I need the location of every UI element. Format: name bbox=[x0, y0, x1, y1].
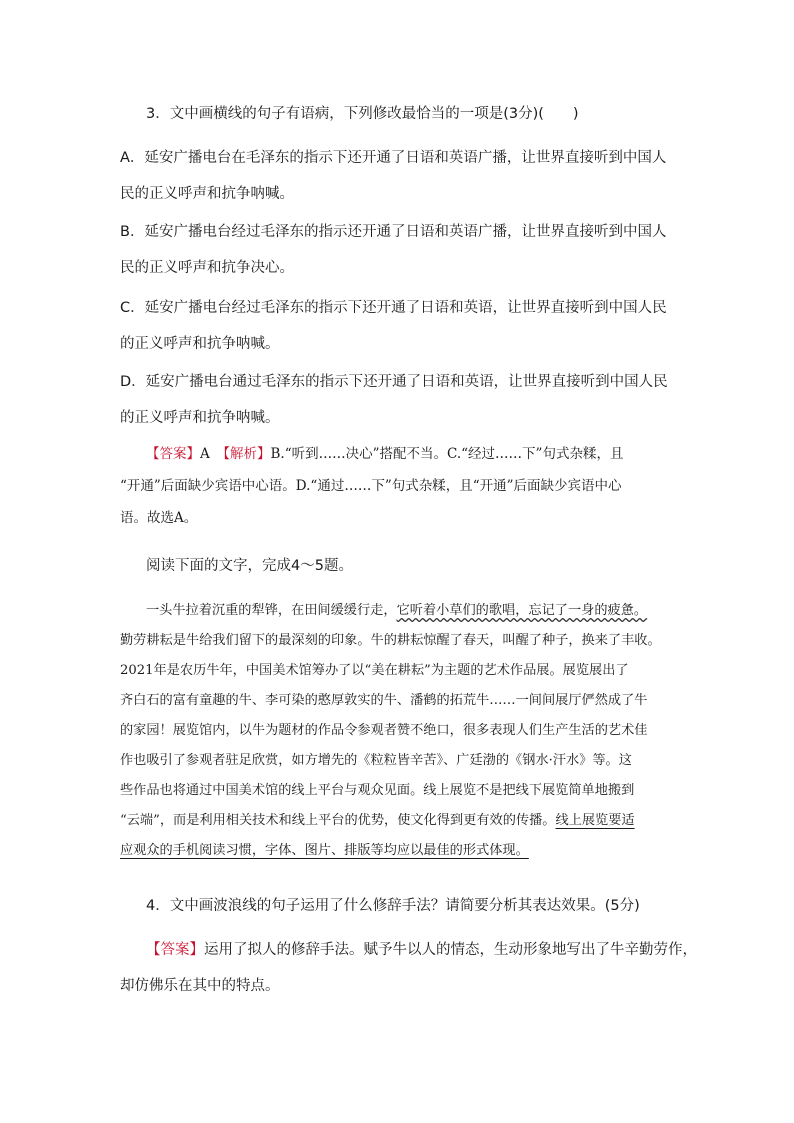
passage-line-9 bbox=[120, 836, 680, 866]
q4-answer-line-1 bbox=[120, 932, 697, 968]
q4-answer-tag: 【答案】 bbox=[146, 942, 204, 958]
option-d-line-1: D．延安广播电台通过毛泽东的指示下还开通了日语和英语，让世界直接听到中国人民 bbox=[120, 374, 668, 390]
option-c-line-1: C．延安广播电台经过毛泽东的指示下还开通了日语和英语，让世界直接听到中国人民 bbox=[120, 300, 667, 316]
passage-line-3: 2021年是农历牛年，中国美术馆筹办了以“美在耕耘”为主题的艺术作品展。展览展出了 bbox=[120, 663, 629, 678]
answer-value: A bbox=[200, 446, 224, 462]
underlined-sentence-part-2: 应观众的手机阅读习惯，字体、图片、排版等均应以最佳的形式体现。 bbox=[120, 843, 529, 858]
answer-tag: 【答案】 bbox=[146, 446, 200, 462]
option-a-line-2: 民的正义呼声和抗争呐喊。 bbox=[120, 186, 294, 202]
option-b-line-1: B．延安广播电台经过毛泽东的指示还开通了日语和英语广播，让世界直接听到中国人 bbox=[120, 224, 667, 240]
passage-line-8-plain: “云端”，而是利用相关技术和线上平台的优势，使文化得到更有效的传播。 bbox=[120, 813, 556, 828]
passage-line-1-plain: 一头牛拉着沉重的犁铧，在田间缓缓行走， bbox=[146, 603, 397, 618]
q4-answer-line-2: 却仿佛乐在其中的特点。 bbox=[120, 978, 280, 994]
reading-passage bbox=[120, 596, 680, 866]
option-d bbox=[120, 364, 680, 436]
analysis-text-1: B.“听到……决心”搭配不当。C.“经过……下”句式杂糅，且 bbox=[270, 446, 624, 462]
answer-line-1 bbox=[120, 438, 680, 470]
option-c bbox=[120, 290, 680, 362]
passage-line-5: 的家园！展览馆内，以牛为题材的作品令参观者赞不绝口，很多表现人们生产生活的艺术佳 bbox=[120, 723, 648, 738]
option-c-line-2: 的正义呼声和抗争呐喊。 bbox=[120, 336, 280, 352]
question-3-stem: 3．文中画横线的句子有语病，下列修改最恰当的一项是(3分)( ) bbox=[146, 106, 579, 122]
analysis-tag: 【解析】 bbox=[223, 446, 271, 462]
option-b-line-2: 民的正义呼声和抗争决心。 bbox=[120, 260, 294, 276]
passage-line-2: 勤劳耕耘是牛给我们留下的最深刻的印象。牛的耕耘惊醒了春天，叫醒了种子，换来了丰收。 bbox=[120, 633, 661, 648]
passage-line-1 bbox=[120, 596, 680, 626]
passage-line-7: 些作品也将通过中国美术馆的线上平台与观众见面。线上展览不是把线下展览简单地搬到 bbox=[120, 783, 635, 798]
underlined-sentence-part-1: 线上展览要适 bbox=[555, 813, 635, 828]
passage-line-6: 作也吸引了参观者驻足欣赏，如方增先的《粒粒皆辛苦》、广廷渤的《钢水·汗水》等。这 bbox=[120, 753, 632, 768]
option-a-line-1: A．延安广播电台在毛泽东的指示下还开通了日语和英语广播，让世界直接听到中国人 bbox=[120, 150, 667, 166]
reading-intro: 阅读下面的文字，完成4～5题。 bbox=[146, 558, 353, 574]
analysis-text-3: 语。故选A。 bbox=[120, 510, 198, 526]
option-d-line-2: 的正义呼声和抗争呐喊。 bbox=[120, 410, 280, 426]
question-3-answer bbox=[120, 438, 680, 534]
passage-line-4: 齐白石的富有童趣的牛、李可染的憨厚敦实的牛、潘鹤的拓荒牛……一间间展厅俨然成了牛 bbox=[120, 693, 648, 708]
option-a bbox=[120, 140, 680, 212]
question-4-stem: 4．文中画波浪线的句子运用了什么修辞手法？请简要分析其表达效果。(5分) bbox=[146, 898, 640, 914]
wavy-underlined-sentence: 它听着小草们的歌唱，忘记了一身的疲惫。 bbox=[396, 603, 648, 618]
q4-answer-text-1: 运用了拟人的修辞手法。赋予牛以人的情态，生动形象地写出了牛辛勤劳作， bbox=[204, 942, 697, 958]
passage-line-8 bbox=[120, 806, 680, 836]
analysis-text-2: “开通”后面缺少宾语中心语。D.“通过……下”句式杂糅，且“开通”后面缺少宾语中心 bbox=[120, 478, 622, 494]
option-b bbox=[120, 214, 680, 286]
question-4-answer bbox=[120, 932, 697, 1004]
